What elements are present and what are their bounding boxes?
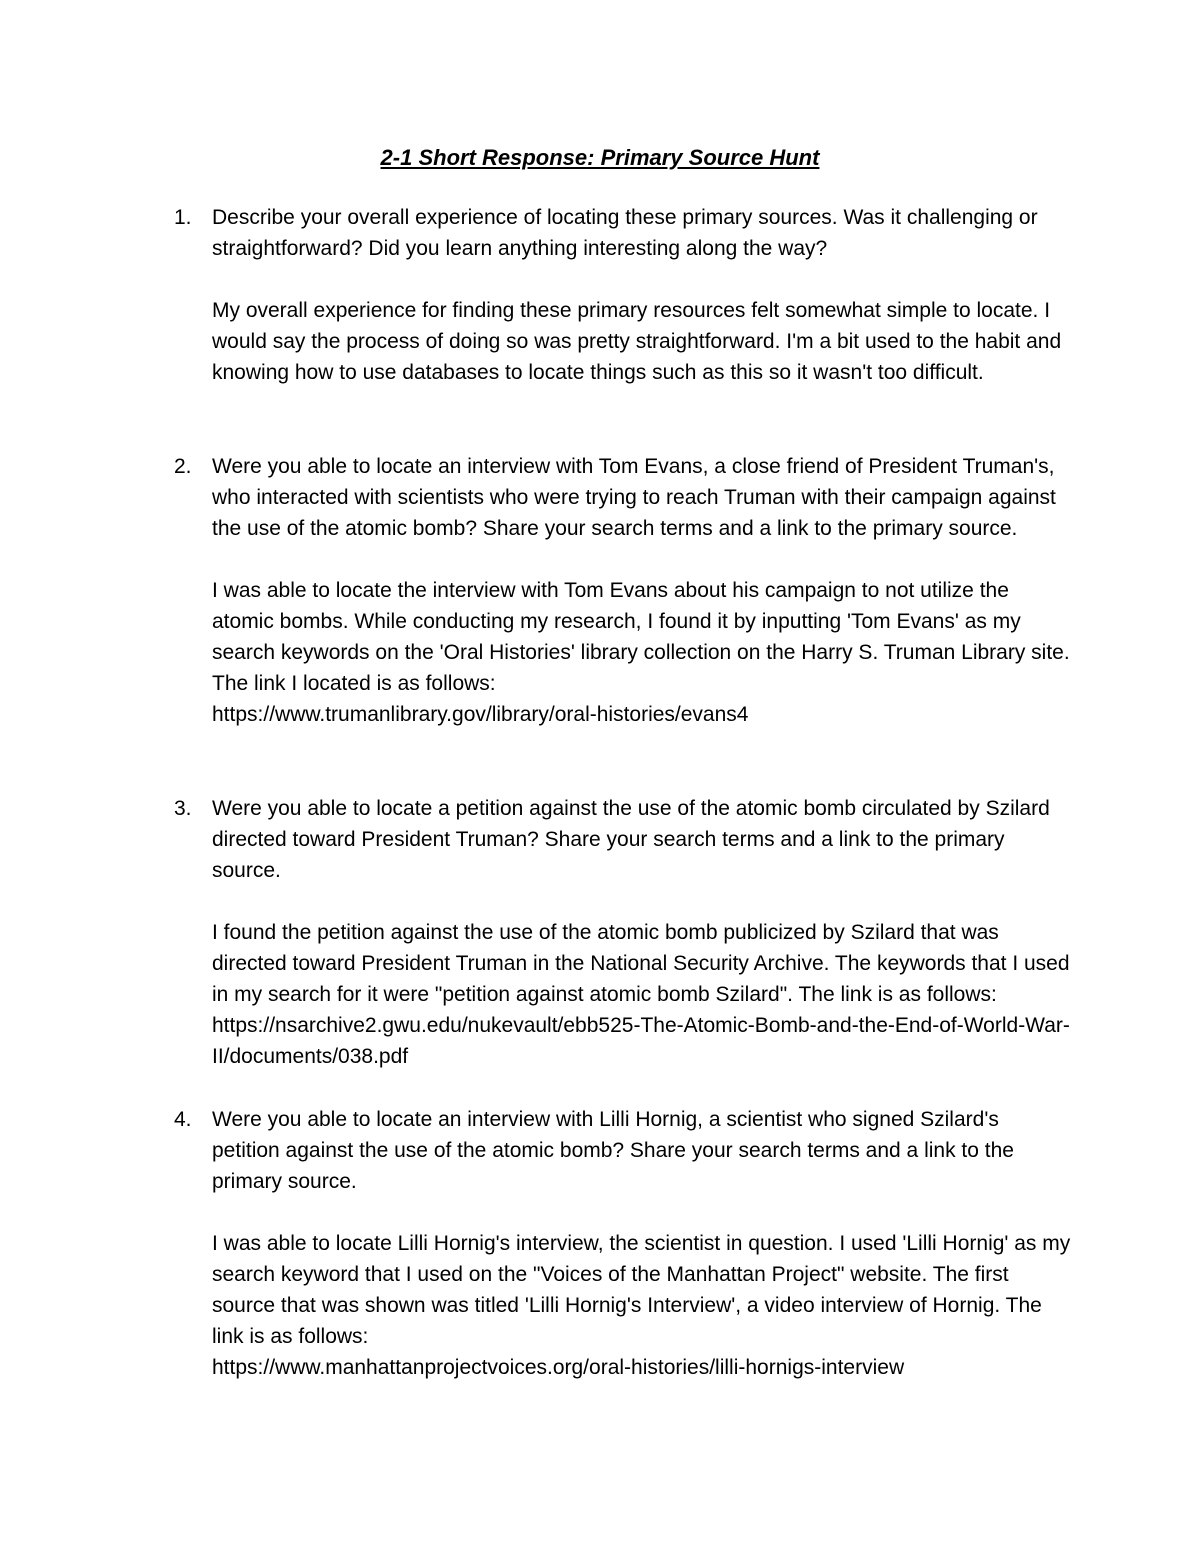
question-item-4 bbox=[174, 1104, 1074, 1383]
question-text: Were you able to locate an interview with Lilli Hornig, a scientist who signed Szilard's petition against the use of the atomic bomb? Share your search terms and a link to the primary source. bbox=[212, 1108, 1014, 1193]
answer-text: I was able to locate Lilli Hornig's interview, the scientist in question. I used 'Lilli Hornig' as my search keyword that I used on the "Voices of the Manhattan Project" website. The first source that was shown was titled 'Lilli Hornig's Interview', a video interview of Hornig. The link is as follows: bbox=[212, 1232, 1071, 1348]
answer-block bbox=[212, 575, 1072, 730]
answer-text: I was able to locate the interview with Tom Evans about his campaign to not utilize the atomic bombs. While conducting my research, I found it by inputting 'Tom Evans' as my search keywords on the 'Oral Histories' library collection on the Harry S. Truman Library site. The link I located is as follows: bbox=[212, 579, 1070, 695]
answer-link[interactable]: https://www.trumanlibrary.gov/library/oral-histories/evans4 bbox=[212, 703, 749, 726]
answer-text: I found the petition against the use of the atomic bomb publicized by Szilard that was directed toward President Truman in the National Security Archive. The keywords that I used in my search for it were "petition against atomic bomb Szilard". The link is as follows: https://nsarchive2.gwu.edu/nukevault/ebb525-The-Atomic-Bomb-and-the-End-of-World-War-II/documents/038.pdf bbox=[212, 921, 1070, 1068]
question-number: 1. bbox=[174, 206, 192, 229]
question-text: Describe your overall experience of locating these primary sources. Was it challenging or straightforward? Did you learn anything interesting along the way? bbox=[212, 206, 1038, 260]
document-title: 2-1 Short Response: Primary Source Hunt bbox=[380, 145, 820, 170]
answer-link[interactable]: https://www.manhattanprojectvoices.org/oral-histories/lilli-hornigs-interview bbox=[212, 1356, 905, 1379]
question-item-2 bbox=[174, 451, 1074, 730]
question-number: 3. bbox=[174, 797, 192, 820]
answer-text: My overall experience for finding these primary resources felt somewhat simple to locate. I would say the process of doing so was pretty straightforward. I'm a bit used to the habit and knowing how to use databases to locate things such as this so it wasn't too difficult. bbox=[212, 299, 1062, 384]
question-item-1 bbox=[174, 202, 1074, 388]
question-item-3 bbox=[174, 793, 1074, 1072]
question-number: 2. bbox=[174, 455, 192, 478]
answer-block bbox=[212, 1228, 1072, 1383]
question-text: Were you able to locate a petition against the use of the atomic bomb circulated by Szilard directed toward President Truman? Share your search terms and a link to the primary source. bbox=[212, 797, 1050, 882]
question-number: 4. bbox=[174, 1108, 192, 1131]
question-text: Were you able to locate an interview with Tom Evans, a close friend of President Truman's, who interacted with scientists who were trying to reach Truman with their campaign against the use of the atomic bomb? Share your search terms and a link to the primary source. bbox=[212, 455, 1056, 540]
